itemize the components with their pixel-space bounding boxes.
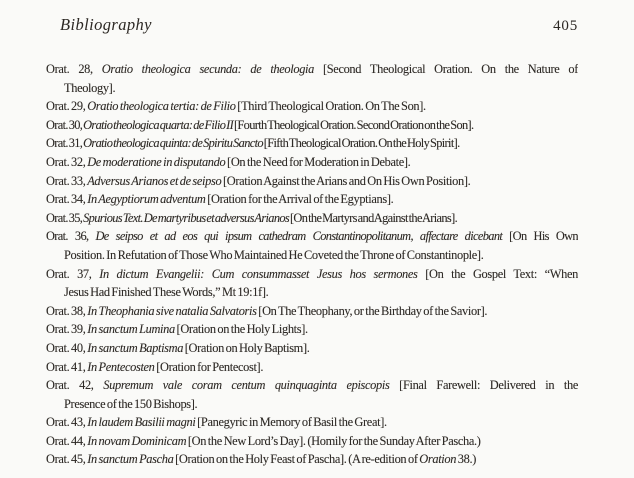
text-segment: Orat. 45,: [46, 452, 88, 467]
text-segment: [Oration on the Holy Feast of Pascha]. (A re-edition of: [173, 452, 420, 467]
latin-title-segment: Oratio theologica quarta: de Filio II: [83, 117, 234, 132]
text-segment: Presence of the 150 Bishops].: [64, 396, 198, 411]
entry-line: [46, 153, 578, 172]
text-segment: 38.): [456, 452, 477, 467]
entry-line: [46, 60, 578, 79]
text-segment: Orat. 40,: [46, 340, 88, 355]
entry-line: [46, 432, 578, 451]
bibliography-entry: [46, 432, 578, 451]
latin-title-segment: In Pentecosten: [87, 359, 155, 374]
bibliography-entry: [46, 190, 578, 209]
latin-title-segment: In sanctum Baptisma: [87, 340, 184, 355]
bibliography-entry: [46, 60, 578, 97]
latin-title-segment: Supremum vale coram centum quinquaginta episcopis: [103, 378, 390, 393]
latin-title-segment: De seipso et ad eos qui ipsum cathedram Constantinopolitanum, affectare dicebant: [95, 229, 503, 244]
bibliography-entry: [46, 376, 578, 413]
bibliography-entry: [46, 339, 578, 358]
text-segment: [On the Martyrs and Against the Arians].: [289, 210, 458, 225]
latin-title-segment: De moderatione in disputando: [87, 154, 226, 169]
latin-title-segment: Oratio theologica quinta: de Spiritu Sancto: [83, 136, 263, 151]
entry-line: [46, 302, 578, 321]
text-segment: Orat. 41,: [46, 359, 88, 374]
text-segment: [Second Theological Oration. On the Nature of: [314, 62, 578, 76]
text-segment: Orat. 33,: [46, 173, 88, 188]
bibliography-entry: [46, 320, 578, 339]
entry-line: [46, 339, 578, 358]
page-number: 405: [553, 18, 578, 34]
text-segment: [Oration for the Arrival of the Egyptians].: [205, 192, 394, 207]
text-segment: Orat. 31,: [46, 136, 84, 151]
text-segment: Jesus Had Finished These Words,” Mt 19:1f].: [64, 285, 269, 300]
text-segment: Orat. 36,: [46, 229, 96, 244]
entry-line: [46, 358, 578, 377]
text-segment: [Oration on Holy Baptism].: [183, 340, 310, 355]
bibliography-entry: [46, 450, 578, 469]
latin-title-segment: In sanctum Lumina: [87, 322, 175, 337]
entry-line: [46, 172, 578, 191]
text-segment: Position. In Refutation of Those Who Maintained He Coveted the Throne of Constantinople].: [64, 247, 484, 262]
text-segment: Orat. 42,: [46, 378, 104, 393]
text-segment: [Oration for Pentecost].: [154, 359, 264, 374]
entry-line: [46, 116, 578, 135]
latin-title-segment: In dictum Evangelii: Cum consummasset Jesus hos sermones: [99, 266, 418, 281]
text-segment: Orat. 28,: [46, 62, 102, 76]
text-segment: [Fifth Theological Oration. On the Holy Spirit].: [262, 136, 460, 151]
latin-title-segment: Oratio theologica secunda: de theologia: [101, 62, 314, 76]
latin-title-segment: In sanctum Pascha: [87, 452, 174, 467]
text-segment: [Oration Against the Arians and On His Own Position].: [221, 173, 471, 188]
latin-title-segment: Spurious Text. De martyribus et adversus Arianos: [83, 210, 290, 225]
page-title: Bibliography: [60, 15, 152, 34]
bibliography-entry: [46, 265, 578, 302]
text-segment: Orat. 32,: [46, 154, 88, 169]
entry-line: [46, 97, 578, 116]
running-header: [0, 0, 634, 35]
text-segment: [Panegyric in Memory of Basil the Great].: [195, 415, 387, 430]
bibliography-entry: [46, 153, 578, 172]
entry-line: [46, 450, 578, 469]
text-segment: [On The Theophany, or the Birthday of the Savior].: [256, 303, 488, 318]
entry-line: [46, 265, 578, 284]
text-segment: Theology].: [64, 80, 116, 95]
text-segment: Orat. 43,: [46, 415, 88, 430]
entry-line: [46, 395, 578, 414]
entry-line: [46, 190, 578, 209]
text-segment: Orat. 35,: [46, 210, 84, 225]
text-segment: [Third Theological Oration. On The Son].: [235, 99, 426, 114]
text-segment: Orat. 30,: [46, 117, 84, 132]
latin-title-segment: Adversus Arianos et de seipso: [87, 173, 222, 188]
entry-line: [46, 79, 578, 98]
text-segment: Orat. 38,: [46, 303, 88, 318]
latin-title-segment: In Theophania sive natalia Salvatoris: [87, 303, 257, 318]
text-segment: [Final Farewell: Delivered in the: [389, 378, 578, 393]
latin-title-segment: Oration: [419, 452, 457, 467]
text-segment: [On the Gospel Text: “When: [417, 266, 578, 281]
text-segment: Orat. 44,: [46, 433, 88, 448]
bibliography-entries: [46, 60, 578, 469]
bibliography-entry: [46, 172, 578, 191]
text-segment: [On His Own: [502, 229, 578, 244]
entry-line: [46, 209, 578, 228]
bibliography-entry: [46, 227, 578, 264]
entry-line: [46, 227, 578, 246]
text-segment: Orat. 37,: [46, 266, 100, 281]
latin-title-segment: In laudem Basilii magni: [87, 415, 196, 430]
text-segment: Orat. 39,: [46, 322, 88, 337]
latin-title-segment: In novam Dominicam: [87, 433, 187, 448]
entry-line: [46, 246, 578, 265]
latin-title-segment: In Aegyptiorum adventum: [87, 192, 206, 207]
text-segment: [On the Need for Moderation in Debate].: [225, 154, 411, 169]
bibliography-entry: [46, 97, 578, 116]
bibliography-entry: [46, 358, 578, 377]
text-segment: Orat. 29,: [46, 99, 88, 114]
text-segment: [Fourth Theological Oration. Second Oration on the Son].: [233, 117, 474, 132]
text-segment: [Oration on the Holy Lights].: [174, 322, 308, 337]
text-segment: Orat. 34,: [46, 192, 88, 207]
entry-line: [46, 376, 578, 395]
entry-line: [46, 320, 578, 339]
latin-title-segment: Oratio theologica tertia: de Filio: [87, 99, 236, 114]
bibliography-entry: [46, 209, 578, 228]
bibliography-entry: [46, 116, 578, 135]
entry-line: [46, 134, 578, 153]
bibliography-entry: [46, 134, 578, 153]
text-segment: [On the New Lord’s Day]. (Homily for the Sunday After Pascha.): [186, 433, 481, 448]
bibliography-entry: [46, 413, 578, 432]
entry-line: [46, 413, 578, 432]
bibliography-entry: [46, 302, 578, 321]
entry-line: [46, 283, 578, 302]
